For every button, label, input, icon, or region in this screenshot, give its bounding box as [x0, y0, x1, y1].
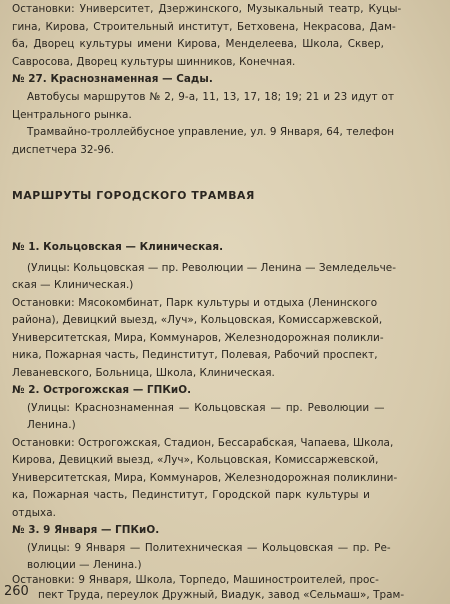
text-line: волюции — Ленина.) [27, 559, 142, 571]
text-line: пект Труда, переулок Дружный, Виадук, завод «Сельмаш», Трам- [38, 589, 405, 601]
route-heading: № 1. Кольцовская — Клиническая. [12, 241, 224, 253]
section-title: МАРШРУТЫ ГОРОДСКОГО ТРАМВАЯ [12, 189, 255, 202]
text-line: Остановки: Острогожская, Стадион, Бессарабская, Чапаева, Школа, [12, 437, 394, 449]
text-line: Трамвайно-троллейбусное управление, ул. 9 Января, 64, телефон [27, 126, 395, 138]
text-line: Университетская, Мира, Коммунаров, Железнодорожная поликлини- [12, 472, 398, 484]
route-heading: № 2. Острогожская — ГПКиО. [12, 384, 192, 396]
text-line: Остановки: 9 Января, Школа, Торпедо, Машиностроителей, прос- [12, 574, 379, 586]
page-number: 260 [4, 584, 29, 599]
text-line: (Улицы: Краснознаменная — Кольцовская — пр. Революции — [27, 402, 385, 414]
text-line: Кирова, Девицкий выезд, «Луч», Кольцовская, Комиссаржевской, [12, 454, 379, 466]
text-line: Центрального рынка. [12, 109, 132, 121]
text-line: Остановки: Мясокомбинат, Парк культуры и отдыха (Ленинского [12, 297, 378, 309]
text-line: ба, Дворец культуры имени Кирова, Менделеева, Школа, Сквер, [12, 38, 384, 50]
text-line: Автобусы маршрутов № 2, 9-а, 11, 13, 17, 18; 19; 21 и 23 идут от [27, 91, 395, 103]
text-line: ка, Пожарная часть, Пединститут, Городской парк культуры и [12, 489, 370, 501]
text-line: гина, Кирова, Строительный институт, Бетховена, Некрасова, Дам- [12, 21, 396, 33]
text-line: Университетская, Мира, Коммунаров, Железнодорожная поликли- [12, 332, 384, 344]
text-line: Ленина.) [27, 419, 76, 431]
text-line: (Улицы: Кольцовская — пр. Революции — Ленина — Земледельче- [27, 262, 397, 274]
text-line: отдыха. [12, 507, 56, 519]
text-line: Остановки: Университет, Дзержинского, Музыкальный театр, Куцы- [12, 3, 402, 15]
route-heading: № 3. 9 Января — ГПКиО. [12, 524, 160, 536]
text-line: района), Девицкий выезд, «Луч», Кольцовская, Комиссаржевской, [12, 314, 383, 326]
text-line: (Улицы: 9 Января — Политехническая — Кольцовская — пр. Ре- [27, 542, 391, 554]
route-heading: № 27. Краснознаменная — Сады. [12, 73, 213, 85]
text-line: диспетчера 32-96. [12, 144, 115, 156]
text-line: Савросова, Дворец культуры шинников, Конечная. [12, 56, 296, 68]
text-line: ская — Клиническая.) [12, 279, 134, 291]
text-line: Леваневского, Больница, Школа, Клиническая. [12, 367, 275, 379]
text-line: ника, Пожарная часть, Пединститут, Полевая, Рабочий проспект, [12, 349, 378, 361]
